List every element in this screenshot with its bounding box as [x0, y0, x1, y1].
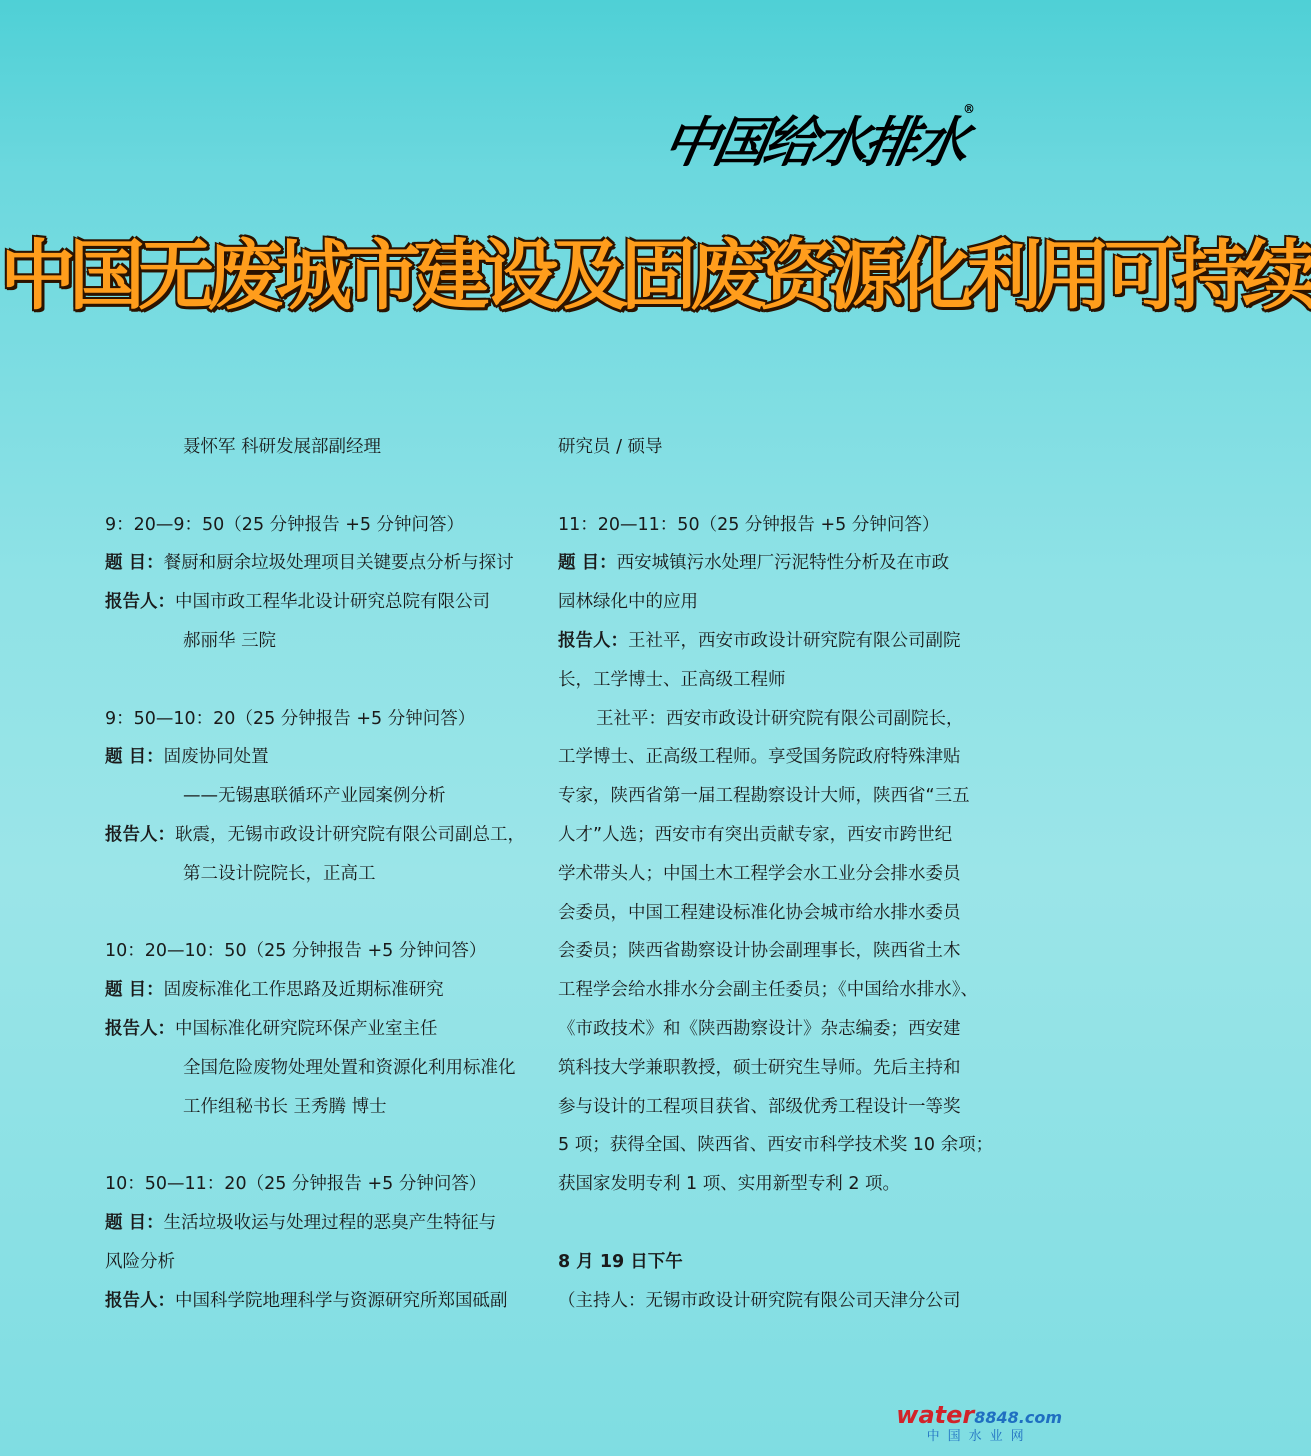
topic-continued: 园林绿化中的应用 [558, 592, 698, 613]
reporter-text: 中国标准化研究院环保产业室主任 [175, 1018, 438, 1039]
session-4 [105, 1165, 545, 1320]
bio-line: 人才”人选；西安市有突出贡献专家，西安市跨世纪 [558, 824, 953, 845]
bio-line: 学术带头人；中国土木工程学会水工业分会排水委员 [558, 863, 961, 884]
afternoon-heading: 8 月 19 日下午 [558, 1251, 683, 1272]
bio-line: 专家，陕西省第一届工程勘察设计大师，陕西省“三五 [558, 786, 970, 807]
watermark-site: water [896, 1401, 975, 1429]
reporter-label: 报告人： [105, 824, 175, 845]
reporter-bio [558, 700, 994, 1204]
session-time: 9：20—9：50（25 分钟报告 +5 分钟问答） [105, 514, 465, 535]
reporter-continued: 长，工学博士、正高级工程师 [558, 669, 786, 690]
left-column [105, 428, 545, 1320]
topic-subtitle: ——无锡惠联循环产业园案例分析 [183, 786, 446, 807]
bio-line: 会委员；陕西省勘察设计协会副理事长，陕西省土木 [558, 941, 961, 962]
watermark-logo [896, 1401, 1062, 1444]
session-time: 10：20—10：50（25 分钟报告 +5 分钟问答） [105, 941, 487, 962]
session-1 [105, 506, 545, 661]
topic-label: 题 目： [558, 553, 617, 574]
session-time: 11：20—11：50（25 分钟报告 +5 分钟问答） [558, 514, 940, 535]
reporter-text: 第二设计院院长，正高工 [183, 863, 376, 884]
brand-logo [658, 100, 985, 176]
bio-line: 获国家发明专利 1 项、实用新型专利 2 项。 [558, 1174, 901, 1195]
reporter-text: 郝丽华 三院 [183, 630, 277, 651]
topic-text: 生活垃圾收运与处理过程的恶臭产生特征与 [163, 1212, 497, 1233]
reporter-text: 中国市政工程华北设计研究总院有限公司 [175, 592, 490, 613]
reporter-text: 耿震，无锡市政设计研究院有限公司副总工， [175, 824, 525, 845]
reporter-text: 工作组秘书长 王秀腾 博士 [183, 1096, 387, 1117]
reporter-text: 中国科学院地理科学与资源研究所郑国砥副 [175, 1290, 508, 1311]
brand-logo-text: 中国给水排水 [658, 110, 971, 174]
topic-text: 固废标准化工作思路及近期标准研究 [163, 980, 444, 1001]
bio-line: 会委员，中国工程建设标准化协会城市给水排水委员 [558, 902, 961, 923]
bio-line: 工程学会给水排水分会副主任委员；《中国给水排水》、 [558, 980, 978, 1001]
topic-label: 题 目： [105, 1212, 164, 1233]
topic-label: 题 目： [105, 980, 164, 1001]
topic-text: 西安城镇污水处理厂污泥特性分析及在市政 [616, 553, 950, 574]
reporter-label: 报告人： [558, 630, 628, 651]
reporter-text: 王社平，西安市政设计研究院有限公司副院 [628, 630, 961, 651]
topic-label: 题 目： [105, 747, 164, 768]
watermark-num: 8848 [974, 1408, 1019, 1427]
right-column [558, 428, 994, 1320]
bio-line: 5 项；获得全国、陕西省、西安市科学技术奖 10 余项； [558, 1135, 994, 1156]
session-time: 9：50—10：20（25 分钟报告 +5 分钟问答） [105, 708, 476, 729]
topic-continued: 风险分析 [105, 1251, 175, 1272]
topic-text: 餐厨和厨余垃圾处理项目关键要点分析与探讨 [163, 553, 514, 574]
session-2 [105, 700, 545, 894]
reporter-text: 全国危险废物处理处置和资源化利用标准化 [183, 1057, 516, 1078]
session-time: 10：50—11：20（25 分钟报告 +5 分钟问答） [105, 1174, 487, 1195]
reporter-label: 报告人： [105, 1290, 175, 1311]
intro-line: 研究员 / 硕导 [558, 437, 663, 457]
watermark-dot: .com [1018, 1408, 1062, 1427]
intro-line: 聂怀军 科研发展部副经理 [183, 437, 382, 457]
reporter-label: 报告人： [105, 592, 175, 613]
session-3 [105, 932, 545, 1126]
session-5 [558, 506, 988, 700]
bio-line: 参与设计的工程项目获省、部级优秀工程设计一等奖 [558, 1096, 961, 1117]
watermark-cn: 中国水业网 [926, 1429, 1032, 1444]
topic-label: 题 目： [105, 553, 164, 574]
bio-line: 工学博士、正高级工程师。享受国务院政府特殊津贴 [558, 747, 961, 768]
bio-line: 王社平：西安市政设计研究院有限公司副院长， [596, 708, 964, 729]
registered-mark: ® [963, 102, 975, 116]
topic-text: 固废协同处置 [163, 747, 269, 768]
host-line: （主持人：无锡市政设计研究院有限公司天津分公司 [558, 1290, 961, 1311]
bio-line: 筑科技大学兼职教授，硕士研究生导师。先后主持和 [558, 1057, 961, 1078]
page-title: 中国无废城市建设及固废资源化利用可持续 [0, 231, 1311, 320]
bio-line: 《市政技术》和《陕西勘察设计》杂志编委；西安建 [558, 1018, 961, 1039]
reporter-label: 报告人： [105, 1018, 175, 1039]
